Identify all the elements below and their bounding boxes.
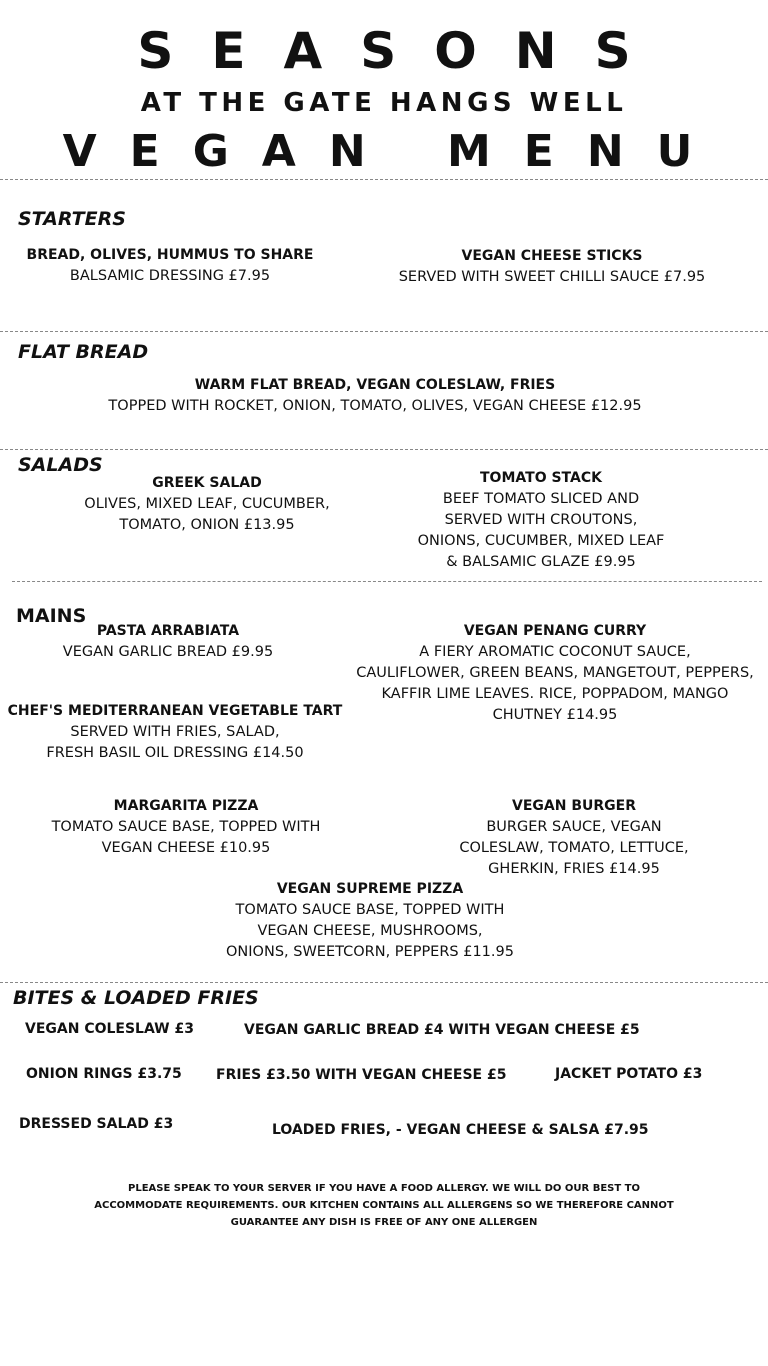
item-name: CHEF'S MEDITERRANEAN VEGETABLE TART [7,703,343,719]
item-name: BREAD, OLIVES, HUMMUS TO SHARE [26,247,314,263]
item-desc: COLESLAW, TOMATO, LETTUCE, [459,840,689,856]
menu-item [52,796,321,859]
item-name: WARM FLAT BREAD, VEGAN COLESLAW, FRIES [194,377,556,393]
item-name: VEGAN BURGER [512,798,636,814]
item-name: VEGAN SUPREME PIZZA [276,881,464,897]
menu-item [418,468,665,573]
item-desc: TOPPED WITH ROCKET, ONION, TOMATO, OLIVES, VEGAN CHEESE £12.95 [108,398,642,414]
menu-item [27,245,314,287]
allergy-notice-line: ACCOMMODATE REQUIREMENTS. OUR KITCHEN CONTAINS ALL ALLERGENS SO WE THEREFORE CANNOT [94,1200,674,1211]
menu-item [108,375,641,417]
menu-title: VEGAN MENU [62,126,726,177]
item-desc: FRESH BASIL OIL DRESSING £14.50 [46,745,304,761]
divider [0,179,768,180]
item-name: VEGAN CHEESE STICKS [461,248,643,264]
item-desc: SERVED WITH CROUTONS, [444,512,638,528]
allergy-notice [94,1180,673,1231]
item-desc: A FIERY AROMATIC COCONUT SAUCE, [419,644,691,660]
divider [0,982,768,983]
menu-item [8,701,343,764]
menu-item [459,796,688,880]
item-desc: TOMATO, ONION £13.95 [119,517,295,533]
item-desc: CHUTNEY £14.95 [492,707,618,723]
item-desc: SERVED WITH FRIES, SALAD, [70,724,280,740]
section-heading-mains: MAINS [16,605,87,627]
section-heading-bites: BITES & LOADED FRIES [13,987,259,1009]
item-desc: BEEF TOMATO SLICED AND [442,491,640,507]
restaurant-title: SEASONS [137,22,669,80]
bite-item: DRESSED SALAD £3 [19,1116,174,1132]
menu-item [399,246,706,288]
item-desc: KAFFIR LIME LEAVES. RICE, POPPADOM, MANGO [381,686,729,702]
item-desc: & BALSAMIC GLAZE £9.95 [446,554,636,570]
menu-item [226,879,514,963]
restaurant-subtitle: AT THE GATE HANGS WELL [140,88,628,118]
item-desc: CAULIFLOWER, GREEN BEANS, MANGETOUT, PEPPERS, [356,665,754,681]
bite-item: VEGAN COLESLAW £3 [25,1021,194,1037]
section-heading-flat-bread: FLAT BREAD [18,341,149,363]
item-desc: VEGAN CHEESE £10.95 [101,840,271,856]
allergy-notice-line: GUARANTEE ANY DISH IS FREE OF ANY ONE ALLERGEN [230,1217,538,1228]
item-desc: BURGER SAUCE, VEGAN [486,819,662,835]
bite-item: JACKET POTATO £3 [555,1066,703,1082]
item-name: VEGAN PENANG CURRY [463,623,647,639]
divider [0,331,768,332]
bite-item: VEGAN GARLIC BREAD £4 WITH VEGAN CHEESE £5 [244,1022,640,1038]
item-desc: VEGAN CHEESE, MUSHROOMS, [257,923,483,939]
divider [0,449,768,450]
item-desc: GHERKIN, FRIES £14.95 [488,861,660,877]
menu-item [356,621,754,726]
item-desc: TOMATO SAUCE BASE, TOPPED WITH [235,902,505,918]
bite-item: ONION RINGS £3.75 [26,1066,182,1082]
item-desc: BALSAMIC DRESSING £7.95 [69,268,271,284]
item-desc: SERVED WITH SWEET CHILLI SAUCE £7.95 [398,269,706,285]
divider [12,581,762,582]
section-heading-starters: STARTERS [18,208,126,230]
item-name: PASTA ARRABIATA [96,623,240,639]
item-desc: ONIONS, CUCUMBER, MIXED LEAF [417,533,665,549]
item-desc: VEGAN GARLIC BREAD £9.95 [62,644,274,660]
item-desc: ONIONS, SWEETCORN, PEPPERS £11.95 [226,944,514,960]
item-name: MARGARITA PIZZA [113,798,259,814]
bite-item: FRIES £3.50 WITH VEGAN CHEESE £5 [216,1067,507,1083]
menu-item [84,473,329,536]
bite-item: LOADED FRIES, - VEGAN CHEESE & SALSA £7.95 [272,1122,649,1138]
item-desc: TOMATO SAUCE BASE, TOPPED WITH [51,819,321,835]
item-desc: OLIVES, MIXED LEAF, CUCUMBER, [84,496,330,512]
allergy-notice-line: PLEASE SPEAK TO YOUR SERVER IF YOU HAVE A FOOD ALLERGY. WE WILL DO OUR BEST TO [128,1183,640,1194]
item-name: GREEK SALAD [152,475,262,491]
menu-item [63,621,273,663]
section-heading-salads: SALADS [18,454,103,476]
item-name: TOMATO STACK [480,470,602,486]
